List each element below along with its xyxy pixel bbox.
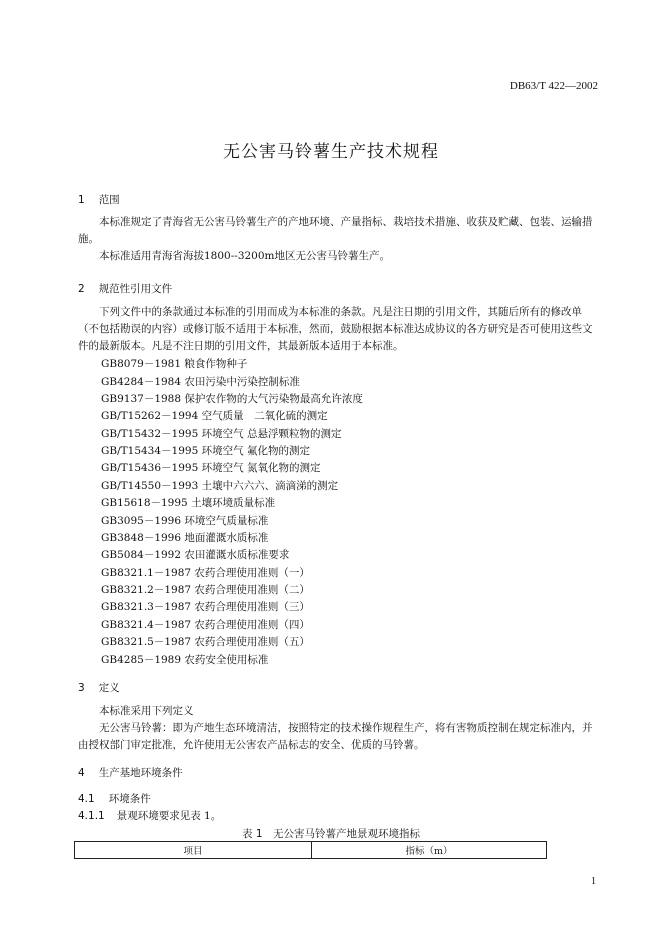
section-1-paragraph-2: 本标准适用青海省海拔1800--3200m地区无公害马铃薯生产。 <box>99 250 390 262</box>
reference-item: GB15618－1995 土壤环境质量标准 <box>101 497 276 509</box>
reference-item: GB3095－1996 环境空气质量标准 <box>101 515 269 527</box>
reference-item: GB4284－1984 农田污染中污染控制标准 <box>101 376 300 388</box>
section-3-paragraph-2: 无公害马铃薯：即为产地生态环境清洁，按照特定的技术操作规程生产，将有害物质控制在规定标准内，并由授权部门审定批准，允许使用无公害农产品标志的安全、优质的马铃薯。 <box>78 722 593 751</box>
reference-item: GB/T15262－1994 空气质量 二氧化硫的测定 <box>101 410 328 422</box>
section-number: 3 <box>78 682 85 694</box>
reference-item: GB8321.2－1987 农药合理使用准则（二） <box>101 584 310 596</box>
document-title: 无公害马铃薯生产技术规程 <box>223 142 439 162</box>
table-header-row <box>75 842 547 859</box>
reference-item: GB4285－1989 农药安全使用标准 <box>101 654 269 666</box>
section-1-heading <box>78 192 120 207</box>
table-header-cell: 项目 <box>75 842 312 859</box>
section-4-1-1 <box>78 808 221 825</box>
reference-item: GB8321.5－1987 农药合理使用准则（五） <box>101 636 310 648</box>
table-header-cell: 指标（m） <box>312 842 547 859</box>
section-3-heading <box>78 680 120 695</box>
section-4-1-heading <box>78 791 151 806</box>
reference-item: GB5084－1992 农田灌溉水质标准要求 <box>101 549 290 561</box>
section-number: 1 <box>78 194 85 206</box>
reference-item: GB8321.1－1987 农药合理使用准则（一） <box>101 567 310 579</box>
section-1-paragraph-1: 本标准规定了青海省无公害马铃薯生产的产地环境、产量指标、栽培技术措施、收获及贮藏、包装、运输措施。 <box>78 216 593 245</box>
section-title: 定义 <box>98 682 120 694</box>
reference-item: GB8321.3－1987 农药合理使用准则（三） <box>101 601 310 613</box>
section-2-heading <box>78 281 172 296</box>
section-number: 4.1 <box>78 793 95 805</box>
table-1 <box>74 841 547 859</box>
section-title: 环境条件 <box>108 793 151 805</box>
reference-item: GB/T15432－1995 环境空气 总悬浮颗粒物的测定 <box>101 428 342 440</box>
reference-item: GB3848－1996 地面灌溉水质标准 <box>101 532 269 544</box>
section-title: 规范性引用文件 <box>98 283 173 295</box>
section-text: 景观环境要求见表 1。 <box>116 810 222 822</box>
reference-item: GB/T15434－1995 环境空气 氟化物的测定 <box>101 445 310 457</box>
reference-item: GB8321.4－1987 农药合理使用准则（四） <box>101 619 310 631</box>
section-number: 4 <box>78 767 85 779</box>
reference-item: GB8079－1981 粮食作物种子 <box>101 358 248 370</box>
reference-item: GB/T15436－1995 环境空气 氮氧化物的测定 <box>101 462 321 474</box>
section-title: 范围 <box>98 194 120 206</box>
table-1-caption: 表 1 无公害马铃薯产地景观环境指标 <box>241 828 421 840</box>
section-number: 4.1.1 <box>78 810 105 822</box>
reference-item: GB9137－1988 保护农作物的大气污染物最高允许浓度 <box>101 393 363 405</box>
standard-code: DB63/T 422—2002 <box>509 80 598 92</box>
reference-item: GB/T14550－1993 土壤中六六六、滴滴涕的测定 <box>101 480 339 492</box>
page-number: 1 <box>591 876 596 887</box>
section-number: 2 <box>78 283 85 295</box>
section-3-paragraph-1: 本标准采用下列定义 <box>99 705 194 717</box>
section-2-intro: 下列文件中的条款通过本标准的引用而成为本标准的条款。凡是注日期的引用文件，其随后所有的修改单（不包括勘误的内容）或修订版不适用于本标准，然而，鼓励根据本标准达成协议的各方研究是否可使用这些文件的最新版本。凡是不注日期的引用文件，其最新版本适用于本标准。 <box>78 306 593 352</box>
section-title: 生产基地环境条件 <box>98 767 183 779</box>
section-4-heading <box>78 765 183 780</box>
